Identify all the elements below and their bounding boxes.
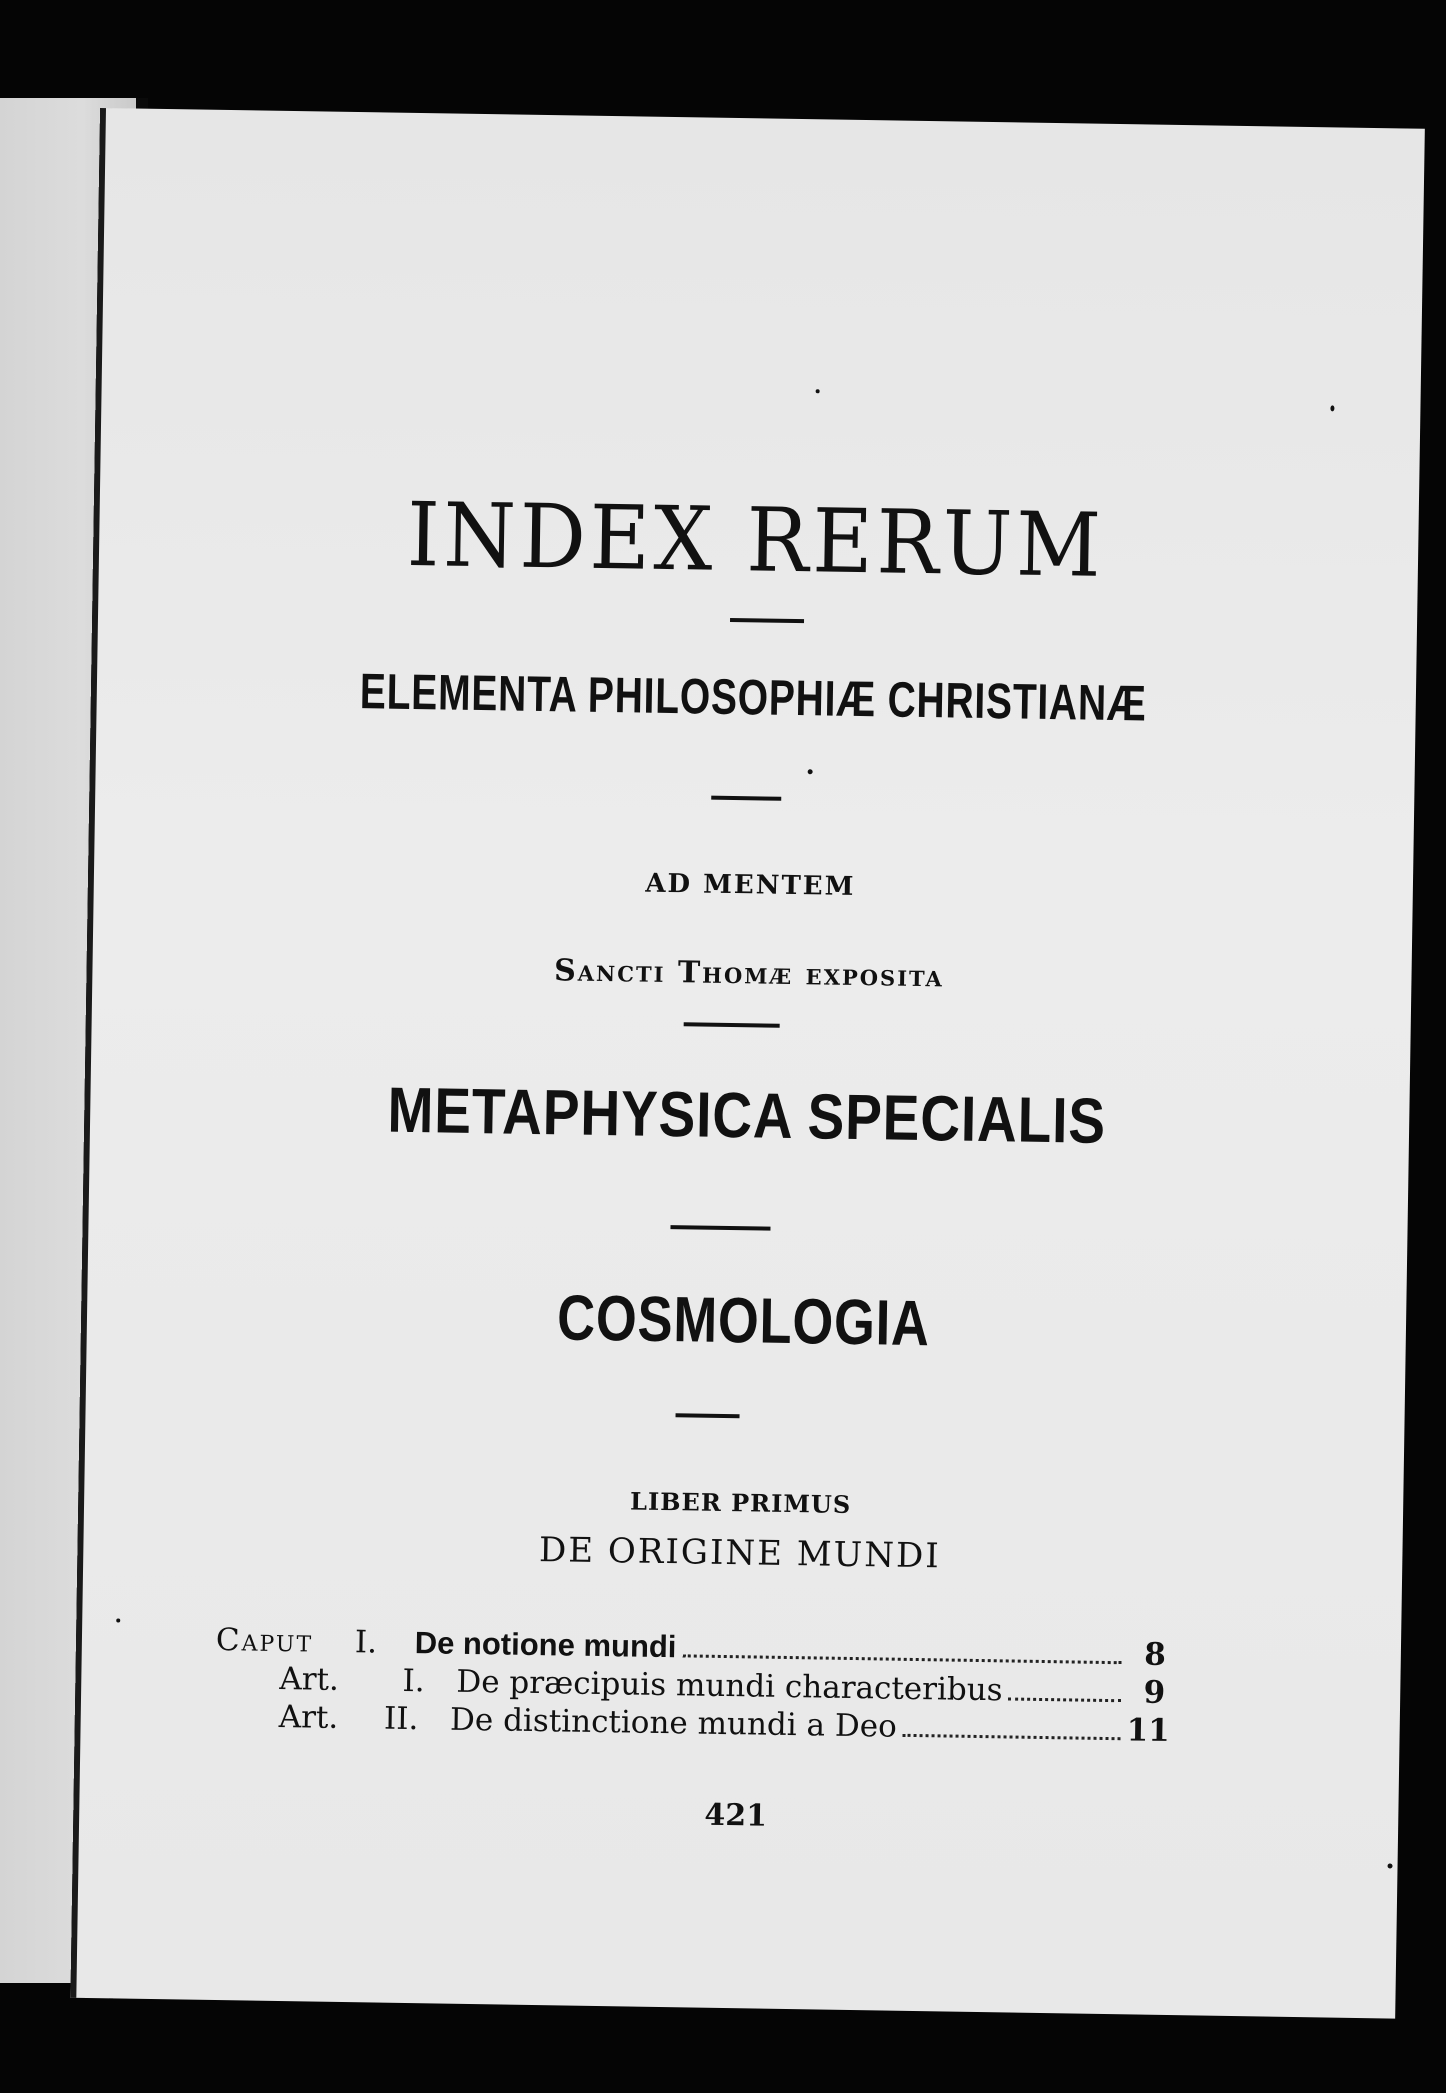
leader-dots <box>682 1654 1121 1664</box>
divider <box>676 1413 740 1418</box>
subtitle: ELEMENTA PHILOSOPHIÆ CHRISTIANÆ <box>359 663 1148 732</box>
toc-number: I. <box>402 1662 425 1700</box>
sancti-thomae: Sancti Thomæ exposita <box>553 953 945 995</box>
ad-mentem: AD MENTEM <box>645 868 856 902</box>
speck <box>1330 405 1334 411</box>
divider <box>711 796 781 801</box>
toc-number: II. <box>383 1700 419 1738</box>
toc-title: De præcipuis mundi characteribus <box>456 1663 1003 1709</box>
divider <box>730 618 804 623</box>
speck <box>1388 1863 1393 1868</box>
toc-page-number: 11 <box>1126 1712 1171 1750</box>
section-heading-cosmologia: COSMOLOGIA <box>556 1281 931 1360</box>
leader-dots <box>903 1734 1121 1740</box>
section-heading-metaphysica: METAPHYSICA SPECIALIS <box>387 1073 1107 1157</box>
leader-dots <box>1008 1697 1121 1702</box>
liber-label: LIBER PRIMUS <box>629 1486 852 1519</box>
page-number: 421 <box>704 1797 768 1834</box>
speck <box>808 769 813 774</box>
speck <box>816 389 820 393</box>
toc-prefix: Art. <box>279 1661 340 1698</box>
divider <box>684 1022 780 1028</box>
toc-page-number: 8 <box>1143 1636 1167 1673</box>
toc-title: De notione mundi <box>414 1625 677 1665</box>
toc-prefix: Caput <box>215 1622 314 1660</box>
toc-number: I. <box>354 1624 378 1661</box>
toc-prefix: Art. <box>278 1699 339 1736</box>
speck <box>116 1618 120 1622</box>
table-of-contents <box>214 1622 1171 1751</box>
divider <box>670 1225 770 1231</box>
toc-title: De distinctione mundi a Deo <box>449 1701 898 1745</box>
document-page <box>70 108 1425 2019</box>
page-title: INDEX RERUM <box>406 482 1106 597</box>
book-heading: DE ORIGINE MUNDI <box>538 1530 941 1577</box>
toc-page-number: 9 <box>1143 1674 1166 1711</box>
